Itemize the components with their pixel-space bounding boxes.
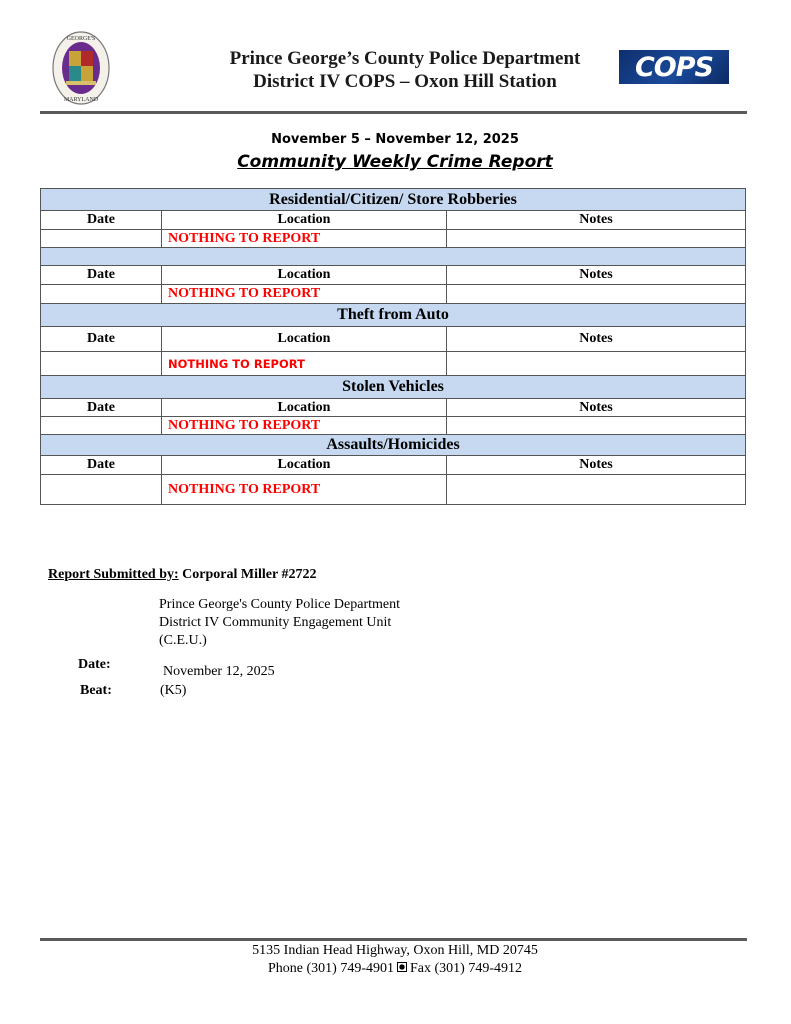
section-title: Residential/Citizen/ Store Robberies — [41, 189, 746, 211]
cell-location: NOTHING TO REPORT — [162, 475, 447, 505]
report-title: Community Weekly Crime Report — [237, 152, 553, 172]
org-line-3: (C.E.U.) — [159, 633, 207, 648]
table-row — [41, 230, 746, 248]
footer-divider — [40, 938, 747, 941]
submitted-by-label: Report Submitted by: — [48, 567, 179, 582]
department-title — [150, 47, 660, 93]
footer-address: 5135 Indian Head Highway, Oxon Hill, MD 20745 — [252, 943, 538, 958]
section-header-row — [41, 376, 746, 399]
section-header-row — [41, 189, 746, 211]
cell-date — [41, 352, 162, 376]
footer-phone: Phone (301) 749-4901 — [268, 961, 394, 976]
svg-text:MARYLAND: MARYLAND — [63, 97, 99, 103]
column-header-date: Date — [41, 399, 162, 417]
station-name: District IV COPS – Oxon Hill Station — [253, 71, 557, 92]
cell-location: NOTHING TO REPORT — [162, 417, 447, 435]
column-header-location: Location — [162, 211, 447, 230]
table-row — [41, 417, 746, 435]
cell-notes — [447, 417, 746, 435]
cell-notes — [447, 285, 746, 304]
beat-label: Beat: — [80, 683, 112, 698]
column-header-notes: Notes — [447, 399, 746, 417]
header-divider — [40, 111, 747, 114]
column-header-notes: Notes — [447, 456, 746, 475]
cops-logo-text: COPS — [634, 51, 713, 83]
column-header-location: Location — [162, 266, 447, 285]
submitted-by — [48, 567, 316, 583]
date-value: November 12, 2025 — [163, 664, 275, 679]
cell-location: NOTHING TO REPORT — [162, 230, 447, 248]
table-row — [41, 475, 746, 505]
section-title: Theft from Auto — [41, 304, 746, 327]
section-header-row — [41, 248, 746, 266]
footer-contact — [100, 960, 690, 978]
column-header-row — [41, 266, 746, 285]
section-header-row — [41, 304, 746, 327]
officer-name: Corporal Miller #2722 — [182, 567, 317, 582]
column-header-row — [41, 399, 746, 417]
section-header-row — [41, 435, 746, 456]
column-header-row — [41, 456, 746, 475]
square-bullet-icon — [397, 962, 407, 972]
beat-value: (K5) — [160, 683, 187, 698]
table-row — [41, 352, 746, 376]
department-name: Prince George’s County Police Department — [229, 48, 581, 69]
column-header-date: Date — [41, 456, 162, 475]
date-label: Date: — [78, 657, 111, 672]
column-header-notes: Notes — [447, 266, 746, 285]
cell-location: NOTHING TO REPORT — [162, 352, 447, 376]
column-header-date: Date — [41, 266, 162, 285]
section-title: Stolen Vehicles — [41, 376, 746, 399]
cell-notes — [447, 230, 746, 248]
footer — [100, 942, 690, 978]
cell-location: NOTHING TO REPORT — [162, 285, 447, 304]
cops-logo — [619, 50, 729, 84]
column-header-location: Location — [162, 327, 447, 352]
cell-notes — [447, 352, 746, 376]
cell-date — [41, 417, 162, 435]
org-line-2: District IV Community Engagement Unit — [159, 615, 392, 630]
column-header-date: Date — [41, 327, 162, 352]
org-line-1: Prince George's County Police Department — [159, 597, 400, 612]
column-header-location: Location — [162, 399, 447, 417]
organization-block — [159, 596, 400, 650]
column-header-row — [41, 327, 746, 352]
table-row — [41, 285, 746, 304]
column-header-notes: Notes — [447, 327, 746, 352]
column-header-date: Date — [41, 211, 162, 230]
cell-date — [41, 230, 162, 248]
cell-notes — [447, 475, 746, 505]
column-header-notes: Notes — [447, 211, 746, 230]
svg-text:GEORGE'S: GEORGE'S — [66, 36, 96, 42]
county-seal-icon — [52, 31, 110, 105]
column-header-row — [41, 211, 746, 230]
footer-fax: Fax (301) 749-4912 — [410, 961, 522, 976]
report-date-range: November 5 – November 12, 2025 — [271, 132, 519, 147]
section-title: Assaults/Homicides — [41, 435, 746, 456]
crime-report-table — [40, 188, 746, 505]
cell-date — [41, 475, 162, 505]
column-header-location: Location — [162, 456, 447, 475]
section-title — [41, 248, 746, 266]
cell-date — [41, 285, 162, 304]
